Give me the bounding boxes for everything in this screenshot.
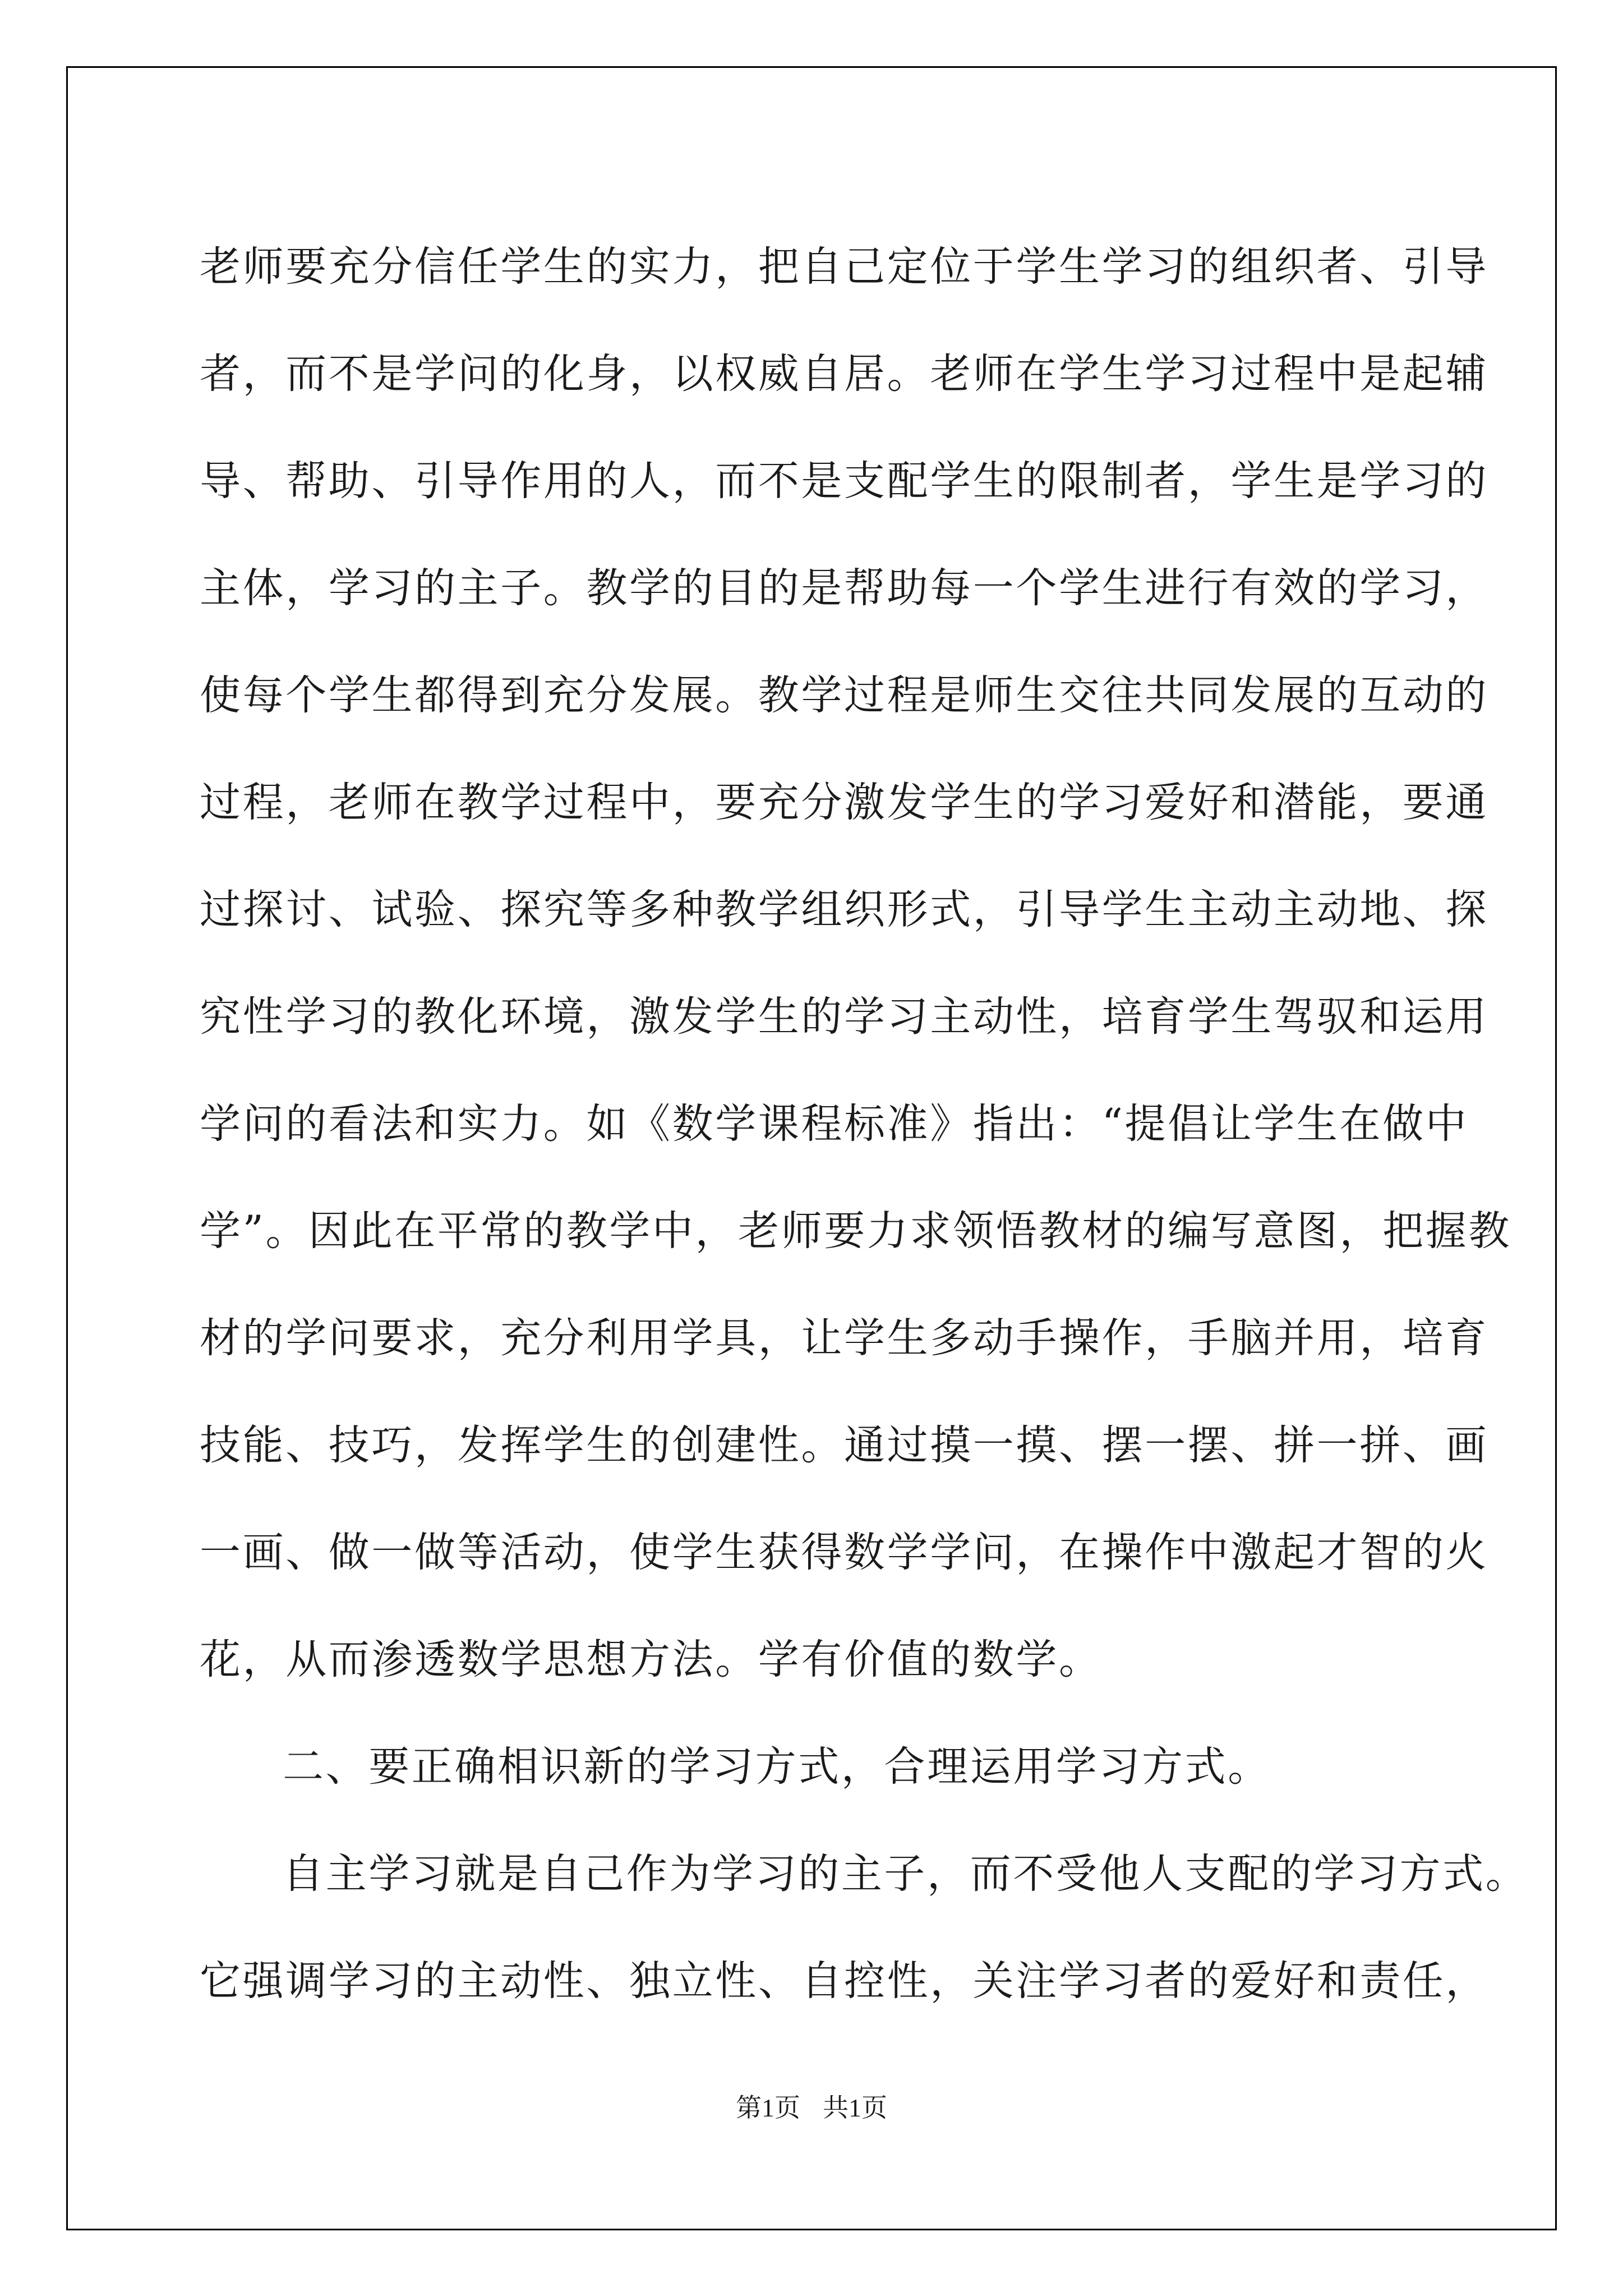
document-body bbox=[200, 213, 1529, 2035]
text-line: 技能、技巧，发挥学生的创建性。通过摸一摸、摆一摆、拼一拼、画 bbox=[200, 1421, 1488, 1469]
text-line: 主体，学习的主子。教学的目的是帮助每一个学生进行有效的学习， bbox=[200, 564, 1488, 612]
text-line: 一画、做一做等活动，使学生获得数学学问，在操作中激起才智的火 bbox=[200, 1529, 1488, 1576]
page-number-current: 第1页 bbox=[736, 2093, 800, 2122]
text-line: 学问的看法和实力。如《数学课程标准》指出：“提倡让学生在做中 bbox=[200, 1100, 1469, 1148]
text-line: 材的学问要求，充分利用学具，让学生多动手操作，手脑并用，培育 bbox=[200, 1314, 1488, 1362]
text-line: 者，而不是学问的化身，以权威自居。老师在学生学习过程中是起辅 bbox=[200, 350, 1488, 398]
text-line: 它强调学习的主动性、独立性、自控性，关注学习者的爱好和责任， bbox=[200, 1957, 1488, 2005]
text-line: 究性学习的教化环境，激发学生的学习主动性，培育学生驾驭和运用 bbox=[200, 993, 1488, 1041]
text-line: 学”。因此在平常的教学中，老师要力求领悟教材的编写意图，把握教 bbox=[200, 1207, 1511, 1255]
page-footer bbox=[0, 2091, 1623, 2125]
text-line: 过探讨、试验、探究等多种教学组织形式，引导学生主动主动地、探 bbox=[200, 886, 1488, 933]
paragraph-first-line: 自主学习就是自己作为学习的主子，而不受他人支配的学习方式。 bbox=[283, 1850, 1529, 1898]
text-line: 老师要充分信任学生的实力，把自己定位于学生学习的组织者、引导 bbox=[200, 243, 1488, 291]
text-line: 导、帮助、引导作用的人，而不是支配学生的限制者，学生是学习的 bbox=[200, 457, 1488, 505]
text-line: 使每个学生都得到充分发展。教学过程是师生交往共同发展的互动的 bbox=[200, 671, 1488, 719]
text-line: 花，从而渗透数学思想方法。学有价值的数学。 bbox=[200, 1636, 1102, 1683]
page-number-total: 共1页 bbox=[823, 2093, 887, 2122]
section-heading: 二、要正确相识新的学习方式，合理运用学习方式。 bbox=[283, 1743, 1271, 1791]
text-line: 过程，老师在教学过程中，要充分激发学生的学习爱好和潜能，要通 bbox=[200, 779, 1488, 826]
